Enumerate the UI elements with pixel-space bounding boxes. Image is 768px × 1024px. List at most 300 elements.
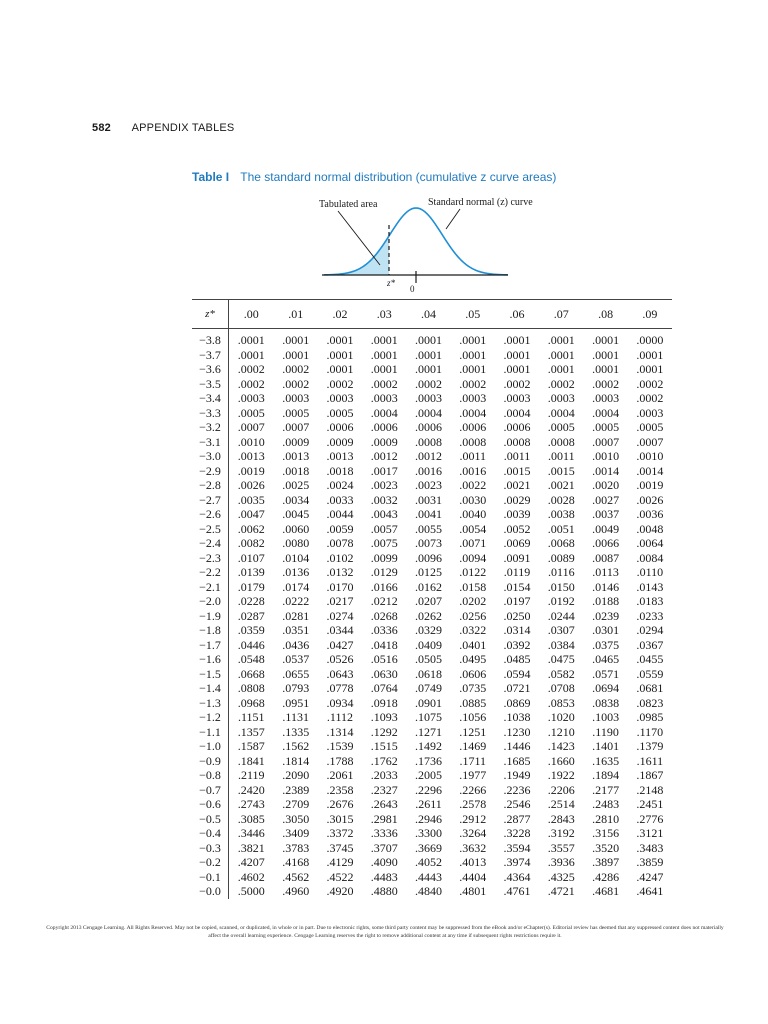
table-cell: .0023 [415,478,442,492]
table-cell: .0015 [547,463,575,478]
table-cell: .0336 [370,623,398,637]
table-cell: .4090 [370,855,398,869]
table-cell: .0004 [459,405,487,420]
table-cell: .0003 [503,391,531,405]
z-column-header: z* [192,300,229,329]
z-value-cell: −1.3 [192,696,229,711]
table-cell: .3121 [636,826,664,840]
table-cell: .1539 [326,739,354,753]
table-cell: .3156 [592,826,620,840]
table-cell: .0001 [592,347,620,362]
table-cell: .0012 [415,449,442,463]
table-row [192,435,672,450]
table-cell: .0039 [503,507,531,521]
table-cell: .0028 [547,492,575,507]
z-value-cell: −0.2 [192,855,229,870]
table-cell: .0001 [459,362,487,376]
z-table-header-row [192,300,672,329]
table-cell: .0016 [459,463,487,478]
table-cell: .2611 [415,797,442,811]
table-row [192,478,672,493]
table-cell: .4920 [326,884,354,898]
table-cell: .0505 [415,652,442,666]
table-cell: .0002 [415,376,442,391]
table-cell: .0122 [459,565,487,579]
table-cell: .2776 [636,811,664,826]
table-cell: .1210 [547,724,575,739]
table-cell: .0021 [547,478,575,492]
table-cell: .0359 [237,623,265,637]
table-cell: .0004 [592,405,620,420]
table-cell: .0125 [415,565,442,579]
table-cell: .4168 [282,855,310,869]
table-cell: .0043 [370,507,398,521]
table-cell: .0019 [636,478,664,492]
table-cell: .4013 [459,855,487,869]
table-cell: .0002 [237,362,265,376]
z-value-cell: −3.1 [192,435,229,450]
table-cell: .1038 [503,710,531,724]
table-cell: .1977 [459,768,487,782]
z-table-body [192,329,672,899]
table-cell: .0001 [415,362,442,376]
table-row [192,826,672,841]
table-cell: .0582 [547,666,575,681]
z-value-cell: −2.9 [192,464,229,479]
table-cell: .0094 [459,550,487,565]
table-cell: .3015 [326,811,354,826]
table-cell: .0001 [415,333,442,347]
table-cell: .0256 [459,608,487,623]
table-cell: .0162 [415,579,442,594]
curve-label-pointer [446,209,460,229]
table-cell: .0041 [415,507,442,521]
table-cell: .0301 [592,623,620,637]
table-cell: .2843 [547,811,575,826]
table-cell: .0021 [503,478,531,492]
table-row [192,696,672,711]
z-value-cell: −1.7 [192,638,229,653]
table-cell: .0068 [547,536,575,550]
table-cell: .1788 [326,753,354,768]
table-cell: .0059 [326,521,354,536]
table-cell: .0146 [592,579,620,594]
table-row [192,855,672,870]
table-cell: .0001 [459,333,487,347]
table-cell: .1841 [237,753,265,768]
normal-curve [324,208,508,275]
table-cell: .0132 [326,565,354,579]
table-cell: .1020 [547,710,575,724]
table-cell: .0020 [592,478,620,492]
table-cell: .0001 [592,333,620,347]
z-value-cell: −2.3 [192,551,229,566]
z-value-cell: −1.8 [192,623,229,638]
table-cell: .0392 [503,637,531,652]
table-cell: .1230 [503,724,531,739]
table-cell: .0013 [282,449,310,463]
table-cell: .3483 [636,840,664,855]
table-cell: .2090 [282,768,310,782]
table-cell: .0048 [636,521,664,536]
table-cell: .0001 [370,333,398,347]
table-cell: .0006 [415,420,442,434]
z-value-cell: −1.0 [192,739,229,754]
table-cell: .0008 [547,434,575,449]
table-cell: .0150 [547,579,575,594]
table-cell: .0082 [237,536,265,550]
z-value-cell: −3.0 [192,449,229,464]
table-cell: .3745 [326,840,354,855]
table-cell: .0051 [547,521,575,536]
table-cell: .0033 [326,492,354,507]
table-cell: .0188 [592,594,620,608]
table-cell: .0009 [370,434,398,449]
table-cell: .4562 [282,869,310,884]
table-cell: .0594 [503,666,531,681]
table-caption [192,170,556,184]
table-cell: .1469 [459,739,487,753]
z-value-cell: −0.8 [192,768,229,783]
table-cell: .4602 [237,869,265,884]
table-cell: .0793 [282,681,310,695]
table-cell: .0262 [415,608,442,623]
table-cell: .4641 [636,884,664,898]
table-cell: .0003 [237,391,265,405]
table-cell: .1131 [282,710,309,724]
table-cell: .4207 [237,855,265,869]
table-cell: .4129 [326,855,354,869]
table-cell: .1922 [547,768,575,782]
table-cell: .3050 [282,811,310,826]
table-cell: .0030 [459,492,487,507]
table-cell: .0869 [503,695,531,710]
table-cell: .1093 [370,710,398,724]
table-cell: .1492 [415,739,442,753]
z-value-cell: −3.8 [192,329,229,348]
table-row [192,870,672,885]
table-cell: .0018 [326,463,354,478]
table-cell: .0001 [636,347,664,362]
table-cell: .0001 [370,347,398,362]
table-cell: .4801 [459,884,487,898]
table-cell: .0838 [592,695,620,710]
table-cell: .0485 [503,652,531,666]
table-cell: .0307 [547,623,575,637]
table-cell: .0548 [237,652,265,666]
table-cell: .2709 [282,797,310,811]
table-cell: .0183 [636,594,664,608]
table-cell: .0001 [326,347,354,362]
table-cell: .0192 [547,594,575,608]
table-cell: .2451 [636,797,664,811]
table-cell: .0571 [592,666,620,681]
table-cell: .0708 [547,681,575,695]
z-value-cell: −2.4 [192,536,229,551]
table-cell: .0007 [282,420,310,434]
zero-label: 0 [410,284,415,294]
table-cell: .0526 [326,652,354,666]
table-cell: .1271 [415,724,442,739]
table-cell: .0005 [326,405,354,420]
table-cell: .3520 [592,840,620,855]
table-cell: .0036 [636,507,664,521]
table-cell: .0055 [415,521,442,536]
table-cell: .0006 [459,420,487,434]
table-cell: .0344 [326,623,354,637]
table-cell: .0104 [282,550,310,565]
table-cell: .2546 [503,797,531,811]
table-cell: .0008 [415,434,442,449]
table-cell: .0968 [237,695,265,710]
table-cell: .0375 [592,637,620,652]
table-cell: .0222 [282,594,310,608]
table-cell: .4325 [547,869,575,884]
table-cell: .4483 [370,869,398,884]
table-cell: .5000 [237,884,265,898]
table-cell: .0012 [370,449,398,463]
table-cell: .3707 [370,840,398,855]
table-cell: .0102 [326,550,354,565]
table-cell: .0016 [415,463,442,478]
table-cell: .0853 [547,695,575,710]
z-value-cell: −1.2 [192,710,229,725]
z-value-cell: −0.9 [192,754,229,769]
table-row [192,623,672,638]
table-cell: .1611 [636,753,664,768]
table-row [192,768,672,783]
table-cell: .0808 [237,681,265,695]
table-cell: .0003 [547,391,575,405]
table-cell: .3897 [592,855,620,869]
table-cell: .1562 [282,739,310,753]
z-value-cell: −3.4 [192,391,229,406]
table-row [192,377,672,392]
table-cell: .2912 [459,811,487,826]
table-cell: .1762 [370,753,398,768]
table-cell: .0018 [282,463,310,478]
z-value-cell: −2.6 [192,507,229,522]
table-cell: .0047 [237,507,265,521]
table-cell: .0064 [636,536,664,550]
table-cell: .2005 [415,768,442,782]
table-cell: .0008 [459,434,487,449]
table-cell: .0009 [326,434,354,449]
table-cell: .0011 [459,449,487,463]
table-cell: .3085 [237,811,265,826]
table-cell: .1685 [503,753,531,768]
table-cell: .4443 [415,869,442,884]
table-cell: .0606 [459,666,487,681]
table-cell: .0001 [636,362,664,376]
z-value-cell: −0.4 [192,826,229,841]
table-row [192,638,672,653]
table-cell: .0934 [326,695,354,710]
table-cell: .3859 [636,855,664,869]
table-cell: .1056 [459,710,487,724]
table-cell: .0044 [326,507,354,521]
table-cell: .2327 [370,782,398,797]
table-cell: .0005 [636,420,664,434]
table-cell: .0166 [370,579,398,594]
table-cell: .0057 [370,521,398,536]
table-cell: .0436 [282,637,310,652]
column-header: .00 [229,300,274,329]
table-cell: .0901 [415,695,442,710]
table-cell: .3372 [326,826,354,840]
table-cell: .0668 [237,666,265,681]
table-cell: .0721 [503,681,531,695]
table-row [192,884,672,899]
z-value-cell: −3.5 [192,377,229,392]
table-cell: .2061 [326,768,354,782]
z-value-cell: −0.1 [192,870,229,885]
table-cell: .4364 [503,869,531,884]
table-cell: .3264 [459,826,487,840]
table-row [192,464,672,479]
table-cell: .2033 [370,768,398,782]
table-cell: .0885 [459,695,487,710]
table-cell: .0274 [326,608,354,623]
table-cell: .0062 [237,521,265,536]
table-cell: .0004 [370,405,398,420]
table-cell: .0179 [237,579,265,594]
table-cell: .0002 [282,362,310,376]
table-cell: .3336 [370,826,398,840]
table-cell: .4761 [503,884,531,898]
table-cell: .0329 [415,623,442,637]
table-cell: .2389 [282,782,310,797]
table-cell: .0002 [326,376,354,391]
table-cell: .0007 [636,434,664,449]
table-row [192,449,672,464]
table-cell: .0027 [592,492,620,507]
table-cell: .3300 [415,826,442,840]
table-cell: .4052 [415,855,442,869]
column-header: .08 [583,300,627,329]
table-row [192,551,672,566]
table-cell: .4522 [326,869,354,884]
z-value-cell: −0.3 [192,841,229,856]
table-cell: .0009 [282,434,310,449]
table-cell: .0918 [370,695,398,710]
table-cell: .0985 [636,710,664,724]
table-cell: .0001 [282,333,310,347]
table-cell: .0001 [326,333,354,347]
z-value-cell: −0.6 [192,797,229,812]
page-number: 582 [92,122,111,134]
table-cell: .4721 [547,884,575,898]
table-cell: .1867 [636,768,664,782]
table-cell: .1170 [636,724,664,739]
table-cell: .0110 [636,565,664,579]
table-cell: .0268 [370,608,398,623]
table-cell: .0287 [237,608,265,623]
z-value-cell: −2.5 [192,522,229,537]
table-cell: .1335 [282,724,310,739]
table-cell: .3974 [503,855,531,869]
column-header: .02 [318,300,362,329]
z-value-cell: −2.7 [192,493,229,508]
table-cell: .0384 [547,637,575,652]
table-cell: .0228 [237,594,265,608]
table-cell: .0001 [503,347,531,362]
column-header: .07 [539,300,583,329]
table-cell: .4404 [459,869,487,884]
table-cell: .0537 [282,652,310,666]
table-cell: .0351 [282,623,310,637]
table-cell: .1635 [592,753,620,768]
z-table [192,299,672,899]
table-cell: .0427 [326,637,354,652]
z-value-cell: −0.0 [192,884,229,899]
table-cell: .0001 [237,347,265,362]
table-cell: .0029 [503,492,531,507]
table-cell: .4960 [282,884,310,898]
table-cell: .0001 [370,362,398,376]
table-row [192,681,672,696]
table-cell: .0002 [592,376,620,391]
table-cell: .0096 [415,550,442,565]
table-cell: .0066 [592,536,620,550]
table-cell: .3228 [503,826,531,840]
table-cell: .0000 [636,333,664,347]
table-cell: .4247 [636,869,664,884]
table-title: The standard normal distribution (cumulative z curve areas) [240,170,557,184]
table-cell: .0025 [282,478,310,492]
table-cell: .0045 [282,507,310,521]
table-cell: .0087 [592,550,620,565]
table-cell: .0202 [459,594,487,608]
table-label: Table I [192,170,230,184]
table-cell: .3821 [237,840,265,855]
table-cell: .0002 [370,376,398,391]
table-row [192,594,672,609]
table-cell: .0003 [636,405,664,420]
table-cell: .1003 [592,710,620,724]
table-cell: .0049 [592,521,620,536]
table-cell: .0024 [326,478,354,492]
table-row [192,348,672,363]
table-cell: .0418 [370,637,398,652]
table-cell: .2119 [238,768,265,782]
table-cell: .0034 [282,492,310,507]
z-value-cell: −1.4 [192,681,229,696]
table-cell: .0031 [415,492,442,507]
table-cell: .0014 [636,463,664,478]
table-cell: .0080 [282,536,310,550]
table-cell: .0294 [636,623,664,637]
table-cell: .3409 [282,826,310,840]
z-value-cell: −1.1 [192,725,229,740]
table-cell: .4840 [415,884,442,898]
table-cell: .0630 [370,666,398,681]
table-cell: .0003 [370,391,398,405]
table-cell: .0035 [237,492,265,507]
table-cell: .0089 [547,550,575,565]
table-cell: .2981 [370,811,398,826]
table-cell: .0207 [415,594,442,608]
z-value-cell: −3.2 [192,420,229,435]
table-cell: .2296 [415,782,442,797]
table-cell: .0233 [636,608,664,623]
table-row [192,391,672,406]
table-cell: .0001 [459,347,487,362]
z-value-cell: −3.3 [192,406,229,421]
table-row [192,362,672,377]
column-header: .06 [495,300,539,329]
table-cell: .0037 [592,507,620,521]
